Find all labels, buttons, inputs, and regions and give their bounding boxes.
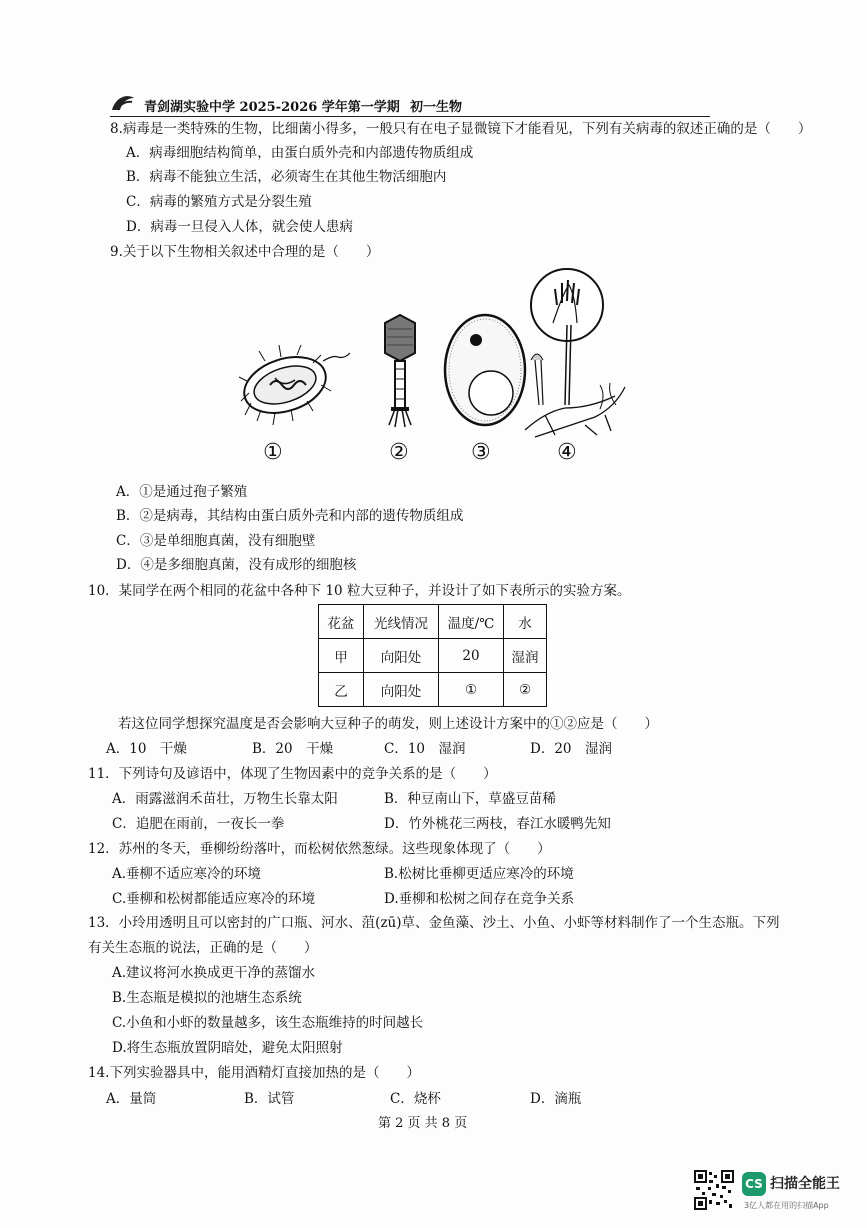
figure-caption-3: ③ bbox=[471, 440, 491, 465]
q13-option-c: C.小鱼和小虾的数量越多，该生态瓶维持的时间越长 bbox=[112, 1015, 424, 1031]
q12-option-a: A.垂柳不适应寒冷的环境 bbox=[112, 866, 262, 882]
scanner-watermark bbox=[694, 1168, 854, 1216]
q14-option-b: B．试管 bbox=[244, 1091, 295, 1107]
q14-option-c: C．烧杯 bbox=[390, 1091, 441, 1107]
q10-stem: 10．某同学在两个相同的花盆中各种下 10 粒大豆种子，并设计了如下表所示的实验方案。 bbox=[88, 583, 631, 599]
table-header-row bbox=[319, 605, 547, 639]
table-cell: ② bbox=[504, 673, 547, 707]
q10-question: 若这位同学想探究温度是否会影响大豆种子的萌发，则上述设计方案中的①②应是（ ） bbox=[118, 716, 658, 732]
school-name: 青剑湖实验中学 2025-2026 学年第一学期 bbox=[144, 100, 400, 115]
q10-option-b: B．20 干燥 bbox=[252, 741, 334, 757]
q9-option-a: A．①是通过孢子繁殖 bbox=[116, 484, 248, 500]
q11-option-d: D．竹外桃花三两枝，春江水暖鸭先知 bbox=[384, 816, 611, 832]
qr-code-icon bbox=[694, 1170, 734, 1210]
page-footer: 第 2 页 共 8 页 bbox=[378, 1116, 468, 1131]
q9-option-c: C．③是单细胞真菌，没有细胞壁 bbox=[116, 533, 316, 549]
table-header-cell: 花盆 bbox=[319, 605, 364, 639]
q8-option-a: A．病毒细胞结构简单，由蛋白质外壳和内部遗传物质组成 bbox=[126, 145, 474, 161]
q12-stem: 12．苏州的冬天，垂柳纷纷落叶，而松树依然葱绿。这些现象体现了（ ） bbox=[88, 841, 551, 857]
experiment-table bbox=[318, 604, 547, 707]
table-row bbox=[319, 639, 547, 673]
scanner-slogan: 3亿人都在用的扫描App bbox=[744, 1201, 829, 1210]
q14-option-d: D．滴瓶 bbox=[530, 1091, 582, 1107]
q9-stem: 9.关于以下生物相关叙述中合理的是（ ） bbox=[110, 244, 380, 260]
virus-drawing bbox=[385, 315, 415, 427]
table-cell: 甲 bbox=[319, 639, 364, 673]
subject-name: 初一生物 bbox=[410, 100, 463, 115]
q11-option-c: C．追肥在雨前，一夜长一拳 bbox=[112, 816, 285, 832]
q11-option-b: B．种豆南山下，草盛豆苗稀 bbox=[384, 791, 556, 807]
q13-stem-line1: 13．小玲用透明且可以密封的广口瓶、河水、菹(zū)草、金鱼藻、沙土、小鱼、小虾等材料制作了一个生态瓶。下列 bbox=[88, 915, 780, 931]
q12-option-d: D.垂柳和松树之间存在竞争关系 bbox=[384, 891, 575, 907]
table-header-cell: 水 bbox=[504, 605, 547, 639]
table-cell: 向阳处 bbox=[364, 673, 439, 707]
q11-stem: 11．下列诗句及谚语中，体现了生物因素中的竞争关系的是（ ） bbox=[88, 766, 497, 782]
q8-option-b: B．病毒不能独立生活，必须寄生在其他生物活细胞内 bbox=[126, 169, 447, 185]
q10-option-c: C．10 湿润 bbox=[384, 741, 466, 757]
q14-stem: 14.下列实验器具中，能用酒精灯直接加热的是（ ） bbox=[88, 1065, 420, 1081]
q13-option-a: A.建议将河水换成更干净的蒸馏水 bbox=[112, 965, 316, 981]
q8-option-c: C．病毒的繁殖方式是分裂生殖 bbox=[126, 194, 312, 210]
q12-option-b: B.松树比垂柳更适应寒冷的环境 bbox=[384, 866, 574, 882]
table-header-cell: 光线情况 bbox=[364, 605, 439, 639]
table-cell: 20 bbox=[439, 639, 504, 673]
q13-option-b: B.生态瓶是模拟的池塘生态系统 bbox=[112, 990, 302, 1006]
figure-caption-1: ① bbox=[263, 440, 283, 465]
school-logo-icon bbox=[110, 92, 136, 114]
q11-option-a: A．雨露滋润禾苗壮，万物生长靠太阳 bbox=[112, 791, 338, 807]
figure-caption-2: ② bbox=[389, 440, 409, 465]
q9-option-b: B．②是病毒，其结构由蛋白质外壳和内部的遗传物质组成 bbox=[116, 508, 464, 524]
q12-option-c: C.垂柳和松树都能适应寒冷的环境 bbox=[112, 891, 316, 907]
table-cell: 乙 bbox=[319, 673, 364, 707]
table-cell: 向阳处 bbox=[364, 639, 439, 673]
q8-stem: 8.病毒是一类特殊的生物，比细菌小得多，一般只有在电子显微镜下才能看见，下列有关病毒的叙述正确的是（ ） bbox=[110, 121, 812, 137]
yeast-drawing bbox=[445, 315, 525, 425]
q10-option-a: A．10 干燥 bbox=[106, 741, 187, 757]
scanner-brand: 扫描全能王 bbox=[770, 1176, 840, 1192]
table-cell: ① bbox=[439, 673, 504, 707]
table-header-cell: 温度/℃ bbox=[439, 605, 504, 639]
q9-option-d: D．④是多细胞真菌，没有成形的细胞核 bbox=[116, 557, 357, 573]
q10-option-d: D．20 湿润 bbox=[530, 741, 613, 757]
table-cell: 湿润 bbox=[504, 639, 547, 673]
mold-drawing bbox=[525, 269, 625, 437]
q13-option-d: D.将生态瓶放置阴暗处，避免太阳照射 bbox=[112, 1040, 343, 1056]
q14-option-a: A．量筒 bbox=[106, 1091, 157, 1107]
figure-caption-4: ④ bbox=[557, 440, 577, 465]
scanner-logo-icon: CS bbox=[742, 1172, 766, 1196]
q13-stem-line2: 有关生态瓶的说法，正确的是（ ） bbox=[88, 940, 318, 956]
q8-option-d: D．病毒一旦侵入人体，就会使人患病 bbox=[126, 219, 353, 235]
table-row bbox=[319, 673, 547, 707]
page-header bbox=[110, 96, 710, 117]
bacterium-drawing bbox=[237, 345, 350, 425]
